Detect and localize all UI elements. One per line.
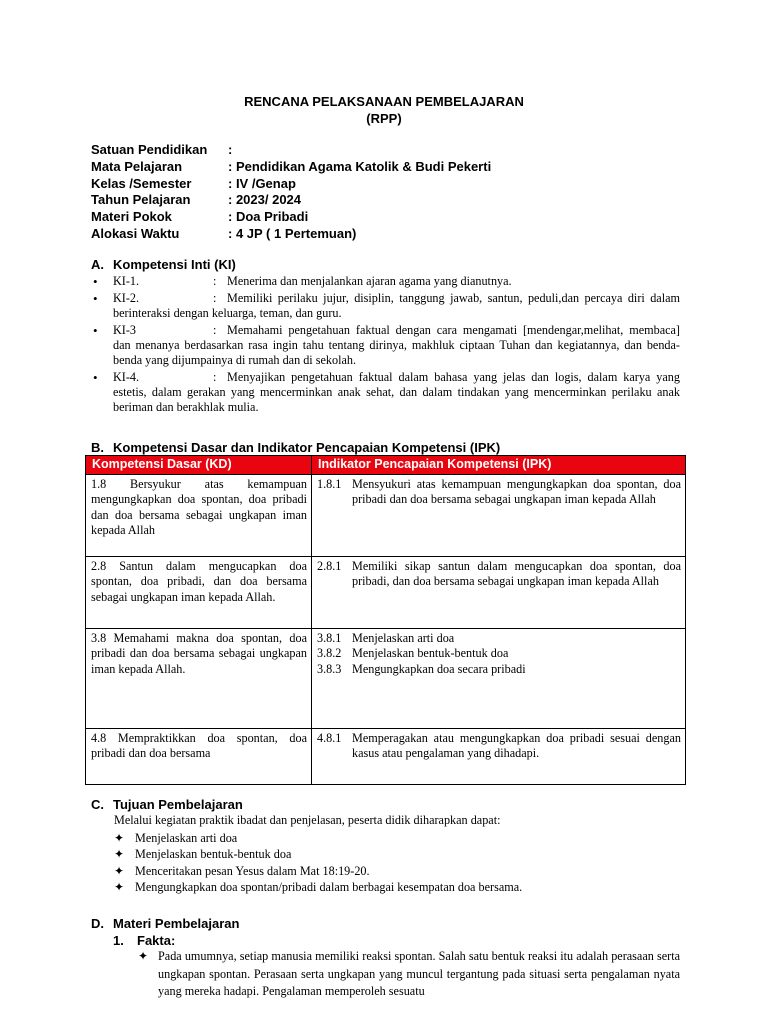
section-title: Materi Pembelajaran: [113, 916, 240, 931]
identity-row: [91, 176, 491, 193]
ki-item: [92, 274, 680, 289]
ki-code: KI-4.: [113, 370, 140, 384]
four-pointed-star-icon: ✦: [114, 831, 125, 845]
list-item: [114, 863, 522, 879]
document-subtitle: (RPP): [366, 111, 402, 126]
ki-text: Menyajikan pengetahuan faktual dalam bahasa yang jelas dan logis, dalam karya yang estetis, dalam gerakan yang mencerminkan anak sehat, dan dalam tindakan yang mencerminkan perilaku anak beriman dan berakhlak mulia.: [113, 370, 680, 414]
table-header-row: [86, 456, 686, 475]
section-letter: D.: [91, 916, 104, 931]
four-pointed-star-icon: ✦: [138, 949, 149, 963]
identity-row: [91, 226, 491, 243]
ki-text: Memiliki perilaku jujur, disiplin, tanggung jawab, santun, peduli,dan percaya diri dalam berinteraksi dengan keluarga, teman, dan guru.: [113, 291, 680, 320]
identity-row: [91, 209, 491, 226]
fakta-heading: [113, 933, 175, 948]
kd-cell: [86, 628, 312, 728]
ipk-text: Mengungkapkan doa secara pribadi: [352, 661, 526, 676]
ki-text: Menerima dan menjalankan ajaran agama yang dianutnya.: [227, 274, 512, 288]
section-title: Kompetensi Dasar dan Indikator Pencapaian Kompetensi (IPK): [113, 440, 501, 455]
ipk-item: [317, 559, 681, 590]
ipk-number: 2.8.1: [317, 558, 342, 573]
identity-label: Kelas /Semester: [91, 175, 192, 191]
identity-row: [91, 142, 491, 159]
ki-item: [92, 370, 680, 415]
ki-colon: :: [213, 274, 217, 288]
identity-label: Alokasi Waktu: [91, 225, 180, 241]
identity-value: :: [228, 142, 233, 157]
column-header-kd: Kompetensi Dasar (KD): [86, 456, 312, 475]
list-item-text: Menjelaskan arti doa: [135, 831, 238, 845]
ki-code: KI-3: [113, 323, 137, 337]
tujuan-intro: Melalui kegiatan praktik ibadat dan penjelasan, peserta didik diharapkan dapat:: [114, 813, 501, 827]
table-row: [86, 474, 686, 556]
column-header-ipk: Indikator Pencapaian Kompetensi (IPK): [312, 456, 686, 475]
ipk-item: [317, 731, 681, 762]
section-d-heading: [91, 916, 239, 931]
identity-block: [91, 142, 491, 243]
kd-cell: [86, 728, 312, 784]
ipk-number: 3.8.1: [317, 630, 342, 645]
section-b-heading: [91, 440, 500, 455]
identity-label: Mata Pelajaran: [91, 158, 183, 174]
ipk-item: [317, 631, 681, 647]
ipk-item: [317, 662, 681, 678]
ipk-item: [317, 646, 681, 662]
list-item: [114, 879, 522, 895]
fakta-paragraph: [138, 948, 680, 1001]
kd-text: 4.8 Mempraktikkan doa spontan, doa pribadi dan doa bersama: [91, 730, 307, 760]
ipk-number: 3.8.3: [317, 661, 342, 676]
section-title: Kompetensi Inti (KI): [113, 257, 236, 272]
ipk-number: 3.8.2: [317, 646, 342, 660]
list-item-text: Menjelaskan bentuk-bentuk doa: [135, 847, 292, 862]
identity-label: Materi Pokok: [91, 209, 172, 225]
identity-value: : 4 JP ( 1 Pertemuan): [228, 225, 357, 241]
ki-colon: :: [213, 370, 217, 384]
list-item-text: Mengungkapkan doa spontan/pribadi dalam berbagai kesempatan doa bersama.: [135, 879, 523, 894]
ipk-text: Menjelaskan bentuk-bentuk doa: [352, 646, 509, 660]
identity-row: [91, 192, 491, 209]
fakta-number: 1.: [113, 933, 124, 948]
fakta-text: Pada umumnya, setiap manusia memiliki reaksi spontan. Salah satu bentuk reaksi itu adalah perasaan serta ungkapan spontan. Perasaan serta ungkapan yang muncul tergantung pada situasi serta pengalaman nyata yang mereka hadapi. Pengalaman memperoleh sesuatu: [158, 949, 680, 998]
ipk-cell: [312, 628, 686, 728]
section-a-heading: [91, 257, 236, 272]
identity-value: : IV /Genap: [228, 175, 296, 191]
kd-text: 2.8 Santun dalam mengucapkan doa spontan, doa pribadi, dan doa bersama sebagai ungkapan iman kepada Allah.: [91, 558, 307, 604]
four-pointed-star-icon: ✦: [114, 863, 125, 878]
section-c-heading: [91, 797, 243, 812]
kd-text: 3.8 Memahami makna doa spontan, doa pribadi dan doa bersama sebagai ungkapan iman kepada Allah.: [91, 630, 307, 676]
ipk-number: 1.8.1: [317, 476, 342, 491]
document-title: RENCANA PELAKSANAAN PEMBELAJARAN: [244, 94, 524, 109]
ipk-cell: [312, 474, 686, 556]
section-letter: A.: [91, 257, 104, 272]
identity-value: : 2023/ 2024: [228, 192, 302, 208]
identity-row: [91, 159, 491, 176]
identity-value: : Doa Pribadi: [228, 209, 309, 225]
ipk-text: Memiliki sikap santun dalam mengucapkan doa spontan, doa pribadi, dan doa bersama sebagai ungkapan iman kepada Allah: [352, 558, 681, 588]
four-pointed-star-icon: ✦: [114, 847, 125, 862]
ipk-cell: [312, 728, 686, 784]
ipk-text: Mensyukuri atas kemampuan mengungkapkan doa spontan, doa pribadi dan doa bersama sebagai ungkapan iman kepada Allah: [352, 476, 681, 506]
table-row: [86, 628, 686, 728]
table-row: [86, 728, 686, 784]
ki-colon: :: [213, 323, 217, 337]
identity-label: Tahun Pelajaran: [91, 192, 191, 208]
ki-colon: :: [213, 291, 217, 305]
list-item: [114, 830, 522, 846]
four-pointed-star-icon: ✦: [114, 879, 125, 894]
ipk-item: [317, 477, 681, 508]
ki-item: [92, 291, 680, 321]
list-item-text: Menceritakan pesan Yesus dalam Mat 18:19-20.: [135, 863, 370, 878]
kd-text: 1.8 Bersyukur atas kemampuan mengungkapkan doa spontan, doa pribadi dan doa bersama sebagai ungkapan iman kepada Allah: [91, 476, 307, 537]
section-letter: B.: [91, 440, 104, 455]
ipk-number: 4.8.1: [317, 730, 342, 745]
ki-code: KI-2.: [113, 291, 140, 305]
ki-item: [92, 323, 680, 368]
list-item: [114, 846, 522, 862]
ipk-text: Menjelaskan arti doa: [352, 630, 455, 645]
ki-text: Memahami pengetahuan faktual dengan cara mengamati [mendengar,melihat, membaca] dan menanya berdasarkan rasa ingin tahu tentang dirinya, makhluk ciptaan Tuhan dan kegiatannya, dan benda-benda yang dijumpainya di rumah dan di sekolah.: [113, 323, 680, 367]
section-letter: C.: [91, 797, 104, 812]
ki-code: KI-1.: [113, 274, 140, 288]
ipk-cell: [312, 556, 686, 628]
ipk-text: Memperagakan atau mengungkapkan doa pribadi sesuai dengan kasus atau pengalaman yang dihadapi.: [352, 730, 681, 760]
fakta-title: Fakta:: [137, 933, 176, 948]
identity-value: : Pendidikan Agama Katolik & Budi Pekerti: [228, 158, 492, 174]
kd-cell: [86, 474, 312, 556]
table-row: [86, 556, 686, 628]
ki-list: [92, 274, 680, 415]
section-title: Tujuan Pembelajaran: [113, 797, 243, 812]
identity-label: Satuan Pendidikan: [91, 142, 208, 157]
tujuan-list: [114, 830, 522, 895]
kd-cell: [86, 556, 312, 628]
kd-ipk-table: [85, 455, 686, 785]
